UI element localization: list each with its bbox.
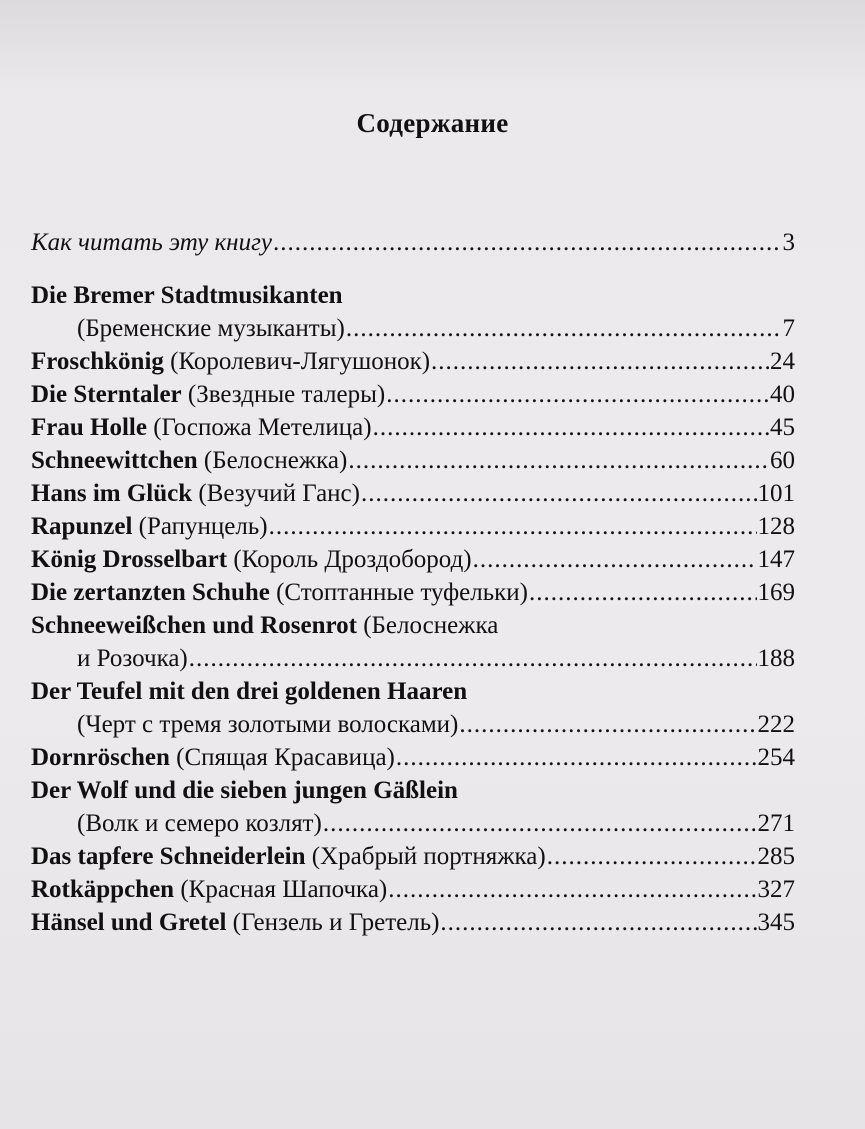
toc-page-number: 271 [757, 810, 795, 837]
toc-page-number: 24 [770, 348, 795, 375]
toc-page-number: 40 [770, 381, 795, 408]
toc-entry-title [31, 840, 546, 873]
toc-entry [31, 774, 795, 807]
dot-leader [346, 312, 782, 345]
toc-entry-russian-title: (Черт с тремя золотыми волосками) [77, 711, 459, 738]
toc-entry-german-title: Die Bremer Stadtmusikanten [31, 282, 343, 309]
toc-page-number: 3 [782, 229, 795, 256]
toc-entry-german-title: König Drosselbart [31, 546, 228, 573]
toc-entry-german-title: Frau Holle [31, 414, 147, 441]
dot-leader [323, 807, 757, 840]
dot-leader [189, 642, 757, 675]
toc-entry-title [31, 279, 343, 312]
dot-leader [459, 708, 756, 741]
toc-entry-russian-title: (Белоснежка [356, 612, 499, 639]
dot-leader [388, 873, 756, 906]
toc-page-number: 101 [757, 480, 795, 507]
toc-entry-title [31, 741, 395, 774]
toc-entry-russian-title: (Гензель и Гретель) [226, 909, 440, 936]
toc-entry-german-title: Die Sterntaler [31, 381, 182, 408]
toc-entry-german-title: Hänsel und Gretel [31, 909, 227, 936]
toc-entry-title [31, 675, 467, 708]
toc-entry-russian-title: (Рапунцель) [132, 513, 268, 540]
toc-entry-german-title: Froschkönig [31, 348, 164, 375]
toc-page-number: 285 [757, 843, 795, 870]
toc-entry-title [77, 708, 458, 741]
toc-entry [31, 312, 795, 345]
toc-entry-russian-title: (Спящая Красавица) [169, 744, 395, 771]
toc-page-number: 45 [770, 414, 795, 441]
toc-entry-title [31, 477, 360, 510]
toc-entry-german-title: Rotkäppchen [31, 876, 175, 903]
dot-leader [473, 543, 757, 576]
table-of-contents [31, 226, 795, 939]
page-title: Содержание [356, 108, 509, 138]
toc-entry-title [31, 510, 268, 543]
toc-entry-title [77, 642, 188, 675]
toc-entry [31, 510, 795, 543]
toc-entry [31, 444, 795, 477]
toc-entry-german-title: Hans im Glück [31, 480, 193, 507]
toc-entry-russian-title: (Король Дроздобород) [227, 546, 472, 573]
toc-entry [31, 345, 795, 378]
toc-entry [31, 279, 795, 312]
toc-entry-german-title: Der Teufel mit den drei goldenen Haaren [31, 678, 468, 705]
dot-leader [348, 444, 769, 477]
toc-entry-title [31, 444, 347, 477]
toc-entry-title [31, 411, 372, 444]
toc-entry-title [31, 345, 430, 378]
toc-entry-russian-title: (Везучий Ганс) [192, 480, 360, 507]
toc-entry-russian-title: (Госпожа Метелица) [146, 414, 372, 441]
toc-page-number: 60 [770, 447, 795, 474]
dot-leader [361, 477, 757, 510]
toc-entry-german-title: Schneewittchen [31, 447, 198, 474]
toc-page-number: 188 [757, 645, 795, 672]
toc-entry-german-title: Das tapfere Schneiderlein [31, 843, 306, 870]
toc-entry [31, 576, 795, 609]
toc-entry [31, 807, 795, 840]
toc-entry-german-title: Dornröschen [31, 744, 170, 771]
toc-entry-russian-title: (Стоптанные туфельки) [269, 579, 528, 606]
toc-entry [31, 708, 795, 741]
toc-entry-title [31, 609, 498, 642]
toc-entry-german-title: Die zertanzten Schuhe [31, 579, 270, 606]
toc-entry-intro [31, 226, 795, 259]
toc-entry-russian-title: (Волк и семеро козлят) [77, 810, 322, 837]
toc-entry [31, 543, 795, 576]
toc-entry [31, 840, 795, 873]
toc-entry-german-title: Rapunzel [31, 513, 133, 540]
toc-entry [31, 906, 795, 939]
toc-entry [31, 642, 795, 675]
toc-entry-russian-title: (Красная Шапочка) [174, 876, 388, 903]
toc-page-number: 254 [757, 744, 795, 771]
dot-leader [269, 510, 757, 543]
toc-entry-russian-title: (Бременские музыканты) [77, 315, 345, 342]
toc-entry-title [31, 378, 385, 411]
toc-page-number: 147 [757, 546, 795, 573]
toc-entry-russian-title: (Звездные талеры) [181, 381, 386, 408]
toc-entry-title [31, 774, 458, 807]
toc-entry [31, 378, 795, 411]
toc-entry-title [31, 873, 387, 906]
dot-leader [547, 840, 757, 873]
toc-entry [31, 477, 795, 510]
toc-entry-russian-title: (Белоснежка) [197, 447, 348, 474]
toc-entry-title [31, 576, 528, 609]
toc-page-number: 7 [782, 315, 795, 342]
dot-leader [273, 226, 782, 259]
toc-entry-title [31, 906, 439, 939]
toc-entry-title [77, 807, 322, 840]
dot-leader [529, 576, 757, 609]
toc-entry-german-title: Schneeweißchen und Rosenrot [31, 612, 357, 639]
toc-page-number: 128 [757, 513, 795, 540]
toc-entry [31, 609, 795, 642]
toc-entry-russian-title: (Храбрый портняжка) [305, 843, 546, 870]
toc-entry-russian-title: и Розочка) [77, 645, 188, 672]
toc-entry-title [31, 543, 472, 576]
toc-page-number: 345 [757, 909, 795, 936]
toc-entry-title [77, 312, 345, 345]
dot-leader [396, 741, 757, 774]
toc-entries [31, 279, 795, 939]
toc-entry-german-title: Der Wolf und die sieben jungen Gäßlein [31, 777, 458, 804]
toc-entry [31, 741, 795, 774]
toc-entry [31, 675, 795, 708]
toc-page-number: 169 [757, 579, 795, 606]
toc-entry [31, 873, 795, 906]
toc-entry [31, 411, 795, 444]
toc-page-number: 222 [757, 711, 795, 738]
dot-leader [431, 345, 769, 378]
dot-leader [373, 411, 769, 444]
dot-leader [386, 378, 769, 411]
spacer [31, 259, 795, 279]
toc-entry-title: Как читать эту книгу [31, 229, 272, 256]
dot-leader [440, 906, 756, 939]
toc-entry-russian-title: (Королевич-Лягушонок) [163, 348, 431, 375]
toc-page-number: 327 [757, 876, 795, 903]
